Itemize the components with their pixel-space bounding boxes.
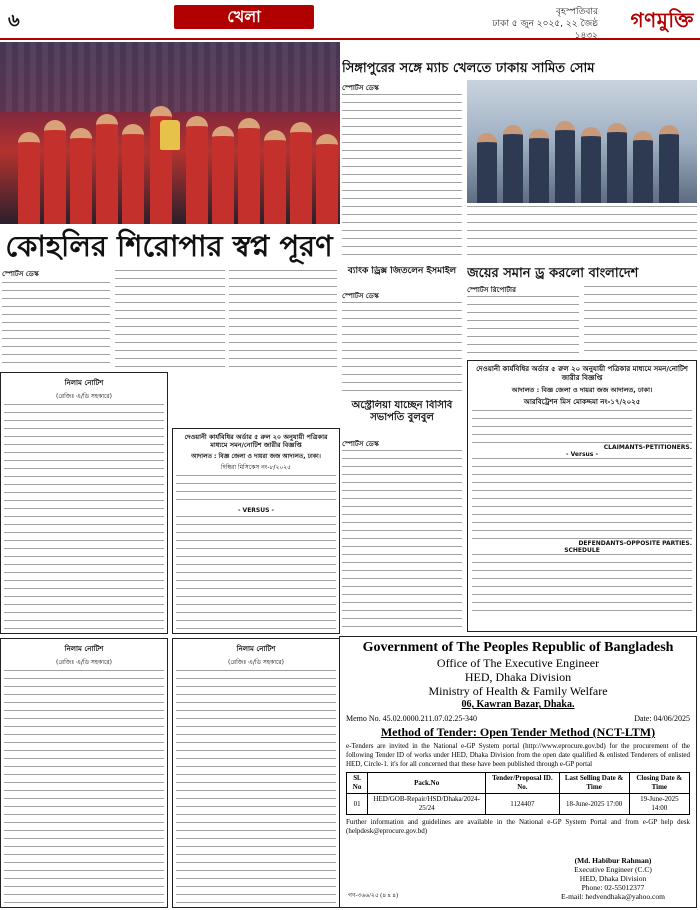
tender-table	[346, 772, 690, 815]
kohli-body-col-1	[2, 282, 110, 368]
tender-sign-email: E-mail: hedvendhaka@yahoo.com	[561, 892, 665, 901]
arbitration-schedule-label: SCHEDULE	[564, 547, 600, 554]
bcb-story-headline-block	[342, 400, 462, 438]
tender-cell-selling: 18-June-2025 17:00	[559, 794, 629, 815]
issue-day: বৃহস্পতিবার	[556, 7, 598, 17]
auction-notice-body	[4, 404, 164, 632]
person-figure	[581, 127, 601, 203]
tender-header-cell: Tender/Proposal ID. No.	[486, 773, 559, 794]
player-figure	[212, 126, 234, 224]
player-figure	[18, 132, 40, 224]
singapore-body-col-1	[342, 94, 462, 204]
auction-notice-title: নিলাম নোটিশ	[236, 645, 276, 653]
tender-header-cell: Sl. No	[347, 773, 368, 794]
butler-story-headline-block	[342, 266, 462, 290]
player-figure	[290, 122, 312, 224]
auction-notice-top	[0, 372, 168, 634]
summons-versus: - VERSUS -	[237, 507, 275, 514]
butler-body	[342, 302, 462, 396]
issue-full-date: ঢাকা ৫ জুন ২০২৫, ২২ জৈষ্ঠ ১৪৩২	[492, 19, 598, 41]
kohli-body-col-2	[115, 270, 225, 368]
tender-signature-block	[538, 856, 688, 901]
person-figure	[659, 125, 679, 203]
newspaper-logo: গণমুক্তি	[630, 8, 694, 32]
person-figure	[555, 121, 575, 203]
tender-government: Government of The Peoples Republic of Bangladesh	[362, 640, 674, 655]
bangladesh-headline: জয়ের সমান ড্র করলো বাংলাদেশ	[467, 266, 639, 281]
player-figure	[238, 118, 260, 224]
bcb-byline: স্পোর্টস ডেস্ক	[342, 440, 379, 448]
summons-petitioner-text	[176, 475, 336, 505]
bangladesh-story-headline-block	[467, 266, 697, 284]
tender-sign-name: (Md. Habibur Rahman)	[574, 856, 652, 865]
singapore-story-headline-block	[342, 60, 698, 80]
arbitration-claimant-text	[472, 410, 692, 444]
tender-header-cell: Closing Date & Time	[629, 773, 689, 794]
auction-notice-body	[176, 670, 336, 906]
singapore-body-col-3	[342, 206, 462, 262]
singapore-headline: সিঙ্গাপুরের সঙ্গে ম্যাচ খেলতে ঢাকায় সামিত সোম	[342, 61, 595, 76]
player-figure	[96, 114, 118, 224]
tender-date: Date: 04/06/2025	[634, 714, 690, 723]
tender-cell-closing: 19-June-2025 14:00	[629, 794, 689, 815]
tender-notice	[339, 636, 697, 908]
arbitration-schedule-text	[472, 554, 692, 616]
summons-court: আদালত : বিজ্ঞ জেলা ও দায়রা জজ আদালত, ঢাকা।	[191, 453, 321, 460]
kohli-story-headline-block	[0, 228, 338, 268]
auction-notice-title: নিলাম নোটিশ	[64, 379, 104, 387]
player-figure	[44, 120, 66, 224]
kohli-byline: স্পোর্টস ডেস্ক	[2, 270, 39, 278]
player-figure	[316, 134, 338, 224]
auction-notice-center	[172, 638, 340, 908]
player-figure	[264, 130, 286, 224]
person-figure	[607, 123, 627, 203]
tender-footer: Further information and guidelines are available in the National e-GP System Portal and from e-GP help desk (helpdesk@eprocure.gov.bd)	[346, 818, 690, 835]
team-photo	[467, 80, 697, 203]
singapore-body-col-2	[467, 206, 697, 262]
arbitration-opposite-label: DEFENDANTS-OPPOSITE PARTIES.	[578, 540, 692, 547]
tender-cell-pack: HED/GOB-Repair/HSD/Dhaka/2024-25/24	[368, 794, 486, 815]
arbitration-notice	[467, 360, 697, 632]
table-row	[347, 794, 690, 815]
bangladesh-body-col-1	[467, 296, 579, 358]
tender-cell-sl: 01	[347, 794, 368, 815]
player-figure	[70, 128, 92, 224]
butler-byline-block	[342, 292, 462, 301]
masthead	[0, 0, 700, 40]
butler-byline: স্পোর্টস ডেস্ক	[342, 292, 379, 300]
person-figure	[477, 133, 497, 203]
tender-method: Method of Tender: Open Tender Method (NCT-LTM)	[380, 725, 656, 739]
auction-notice-bottom	[0, 638, 168, 908]
kohli-headline: কোহলির শিরোপার স্বপ্ন পূরণ	[5, 229, 333, 263]
auction-notice-subtitle: (রেজিঃ এ/ডি সহকারে)	[56, 393, 112, 400]
arbitration-opposite-text	[472, 458, 692, 540]
butler-headline: ব্যাংক ড্রিক্স জিতলেন ইসমাইল	[347, 266, 457, 276]
auction-notice-body	[4, 670, 164, 906]
auction-notice-subtitle: (রেজিঃ এ/ডি সহকারে)	[56, 659, 112, 666]
kohli-body-col-3	[229, 270, 337, 368]
tender-division: HED, Dhaka Division	[464, 670, 572, 684]
auction-notice-title: নিলাম নোটিশ	[64, 645, 104, 653]
player-figure	[122, 124, 144, 224]
tender-sign-office: HED, Dhaka Division	[579, 874, 647, 883]
singapore-byline: স্পোর্টস ডেস্ক	[342, 84, 379, 92]
tender-table-header	[347, 773, 690, 794]
summons-notice-title: দেওয়ানী কার্যবিধির অর্ডার ৫ রুল ২০ অনুযায়ী পত্রিকার মাধ্যমে সমন/নোটিশ জারীর বিজ্ঞপ্তি	[184, 433, 328, 449]
cricket-celebration-photo	[0, 42, 340, 224]
tender-ministry: Ministry of Health & Family Welfare	[428, 684, 608, 698]
stadium-crowd	[0, 42, 340, 112]
person-figure	[633, 131, 653, 203]
bcb-body	[342, 450, 462, 632]
summons-notice-center	[172, 428, 340, 634]
bangladesh-byline-block	[467, 286, 587, 295]
tender-memo-row	[346, 714, 690, 723]
tender-header-cell: Last Selling Date & Time	[559, 773, 629, 794]
player-figure	[186, 116, 208, 224]
trophy-icon	[160, 120, 180, 150]
arbitration-notice-title: দেওয়ানী কার্যবিধির অর্ডার ৫ রুল ২০ অনুযায়ী পত্রিকার মাধ্যমে সমন/নোটিশ জারীর বিজ্ঞপ্তি	[476, 365, 688, 382]
auction-notice-subtitle: (রেজিঃ এ/ডি সহকারে)	[228, 659, 284, 666]
tender-address: 06, Kawran Bazar, Dhaka.	[461, 699, 575, 710]
page-number: ৬	[8, 10, 20, 31]
tender-cell-id: 1124407	[486, 794, 559, 815]
arbitration-court: আদালত : বিজ্ঞ জেলা ও দায়রা জজ আদালত, ঢাকা।	[511, 386, 653, 394]
tender-sign-phone: Phone: 02-55012377	[581, 883, 645, 892]
person-figure	[529, 129, 549, 203]
arbitration-claimants-label: CLAIMANTS-PETITIONERS.	[603, 444, 692, 451]
bcb-byline-block	[342, 440, 462, 449]
summons-case-number: দিম্বিরা মিসিকেস নং-৮/২০২৫	[220, 464, 292, 471]
arbitration-versus: - Versus -	[566, 451, 598, 458]
arbitration-case-number: আরবিট্রেশন মিস মোকদ্দমা নং-১৭/২০২৫	[523, 398, 641, 406]
tender-ad-code: গণ-৩৬৬/২৫ (৪ x ৪)	[348, 893, 399, 899]
section-label: খেলা	[174, 5, 314, 29]
tender-header-cell: Pack.No	[368, 773, 486, 794]
bangladesh-byline: স্পোর্টস রিপোর্টার	[467, 286, 516, 294]
tender-intro: e-Tenders are invited in the National e-GP System portal (http://www.eprocure.gov.bd) for the procurement of the following Tender ID of works under HED, Dhaka Division from the open date qualified & enlisted Tenderers of enlisted HED, Circle-1. it's for all concerned that these have been published through e-GP portal	[346, 742, 690, 768]
tender-sign-title: Executive Engineer (C.C)	[574, 865, 652, 874]
tender-office: Office of The Executive Engineer	[436, 656, 600, 670]
bcb-headline: অস্ট্রেলিয়া যাচ্ছেন বিসিবি সভাপতি বুলবুল	[351, 400, 453, 423]
person-figure	[503, 125, 523, 203]
kohli-byline-block	[2, 270, 112, 280]
summons-respondent-text	[176, 516, 336, 636]
singapore-byline-block	[342, 84, 462, 94]
issue-date	[488, 6, 598, 42]
bangladesh-body-col-2	[584, 286, 697, 358]
tender-memo-number: Memo No. 45.02.0000.211.07.02.25-340	[346, 714, 478, 723]
